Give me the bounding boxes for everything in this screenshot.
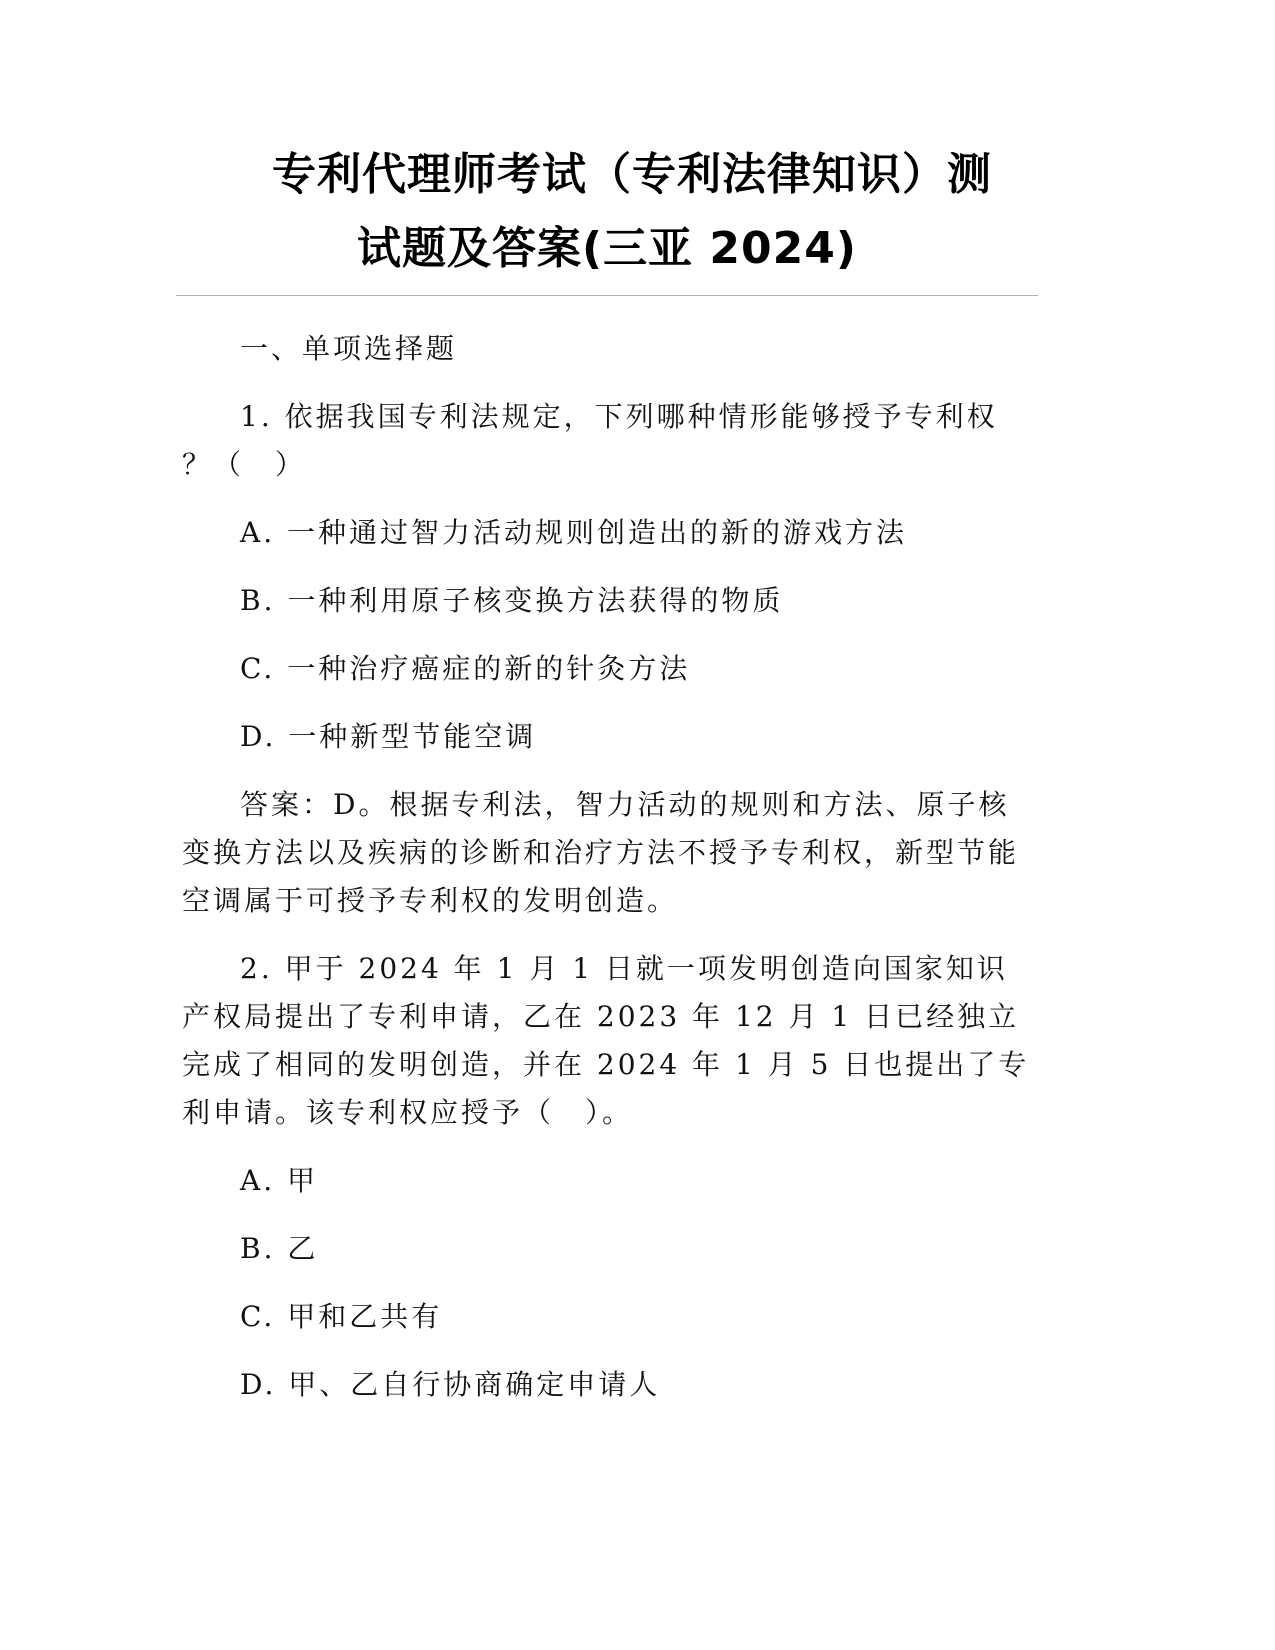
question-stem-line: 2. 甲于 2024 年 1 月 1 日就一项发明创造向国家知识 bbox=[240, 952, 1008, 985]
option-text: 一种治疗癌症的新的针灸方法 bbox=[287, 652, 691, 685]
option-a bbox=[182, 1157, 1042, 1205]
question-stem-line: 利申请。该专利权应授予（ ）。 bbox=[182, 1096, 634, 1129]
option-label: B. bbox=[240, 584, 276, 617]
document-title bbox=[176, 138, 1038, 286]
answer-line: 答案：D。根据专利法，智力活动的规则和方法、原子核 bbox=[240, 788, 1010, 821]
option-text: 甲、乙自行协商确定申请人 bbox=[288, 1368, 661, 1401]
answer-explanation bbox=[182, 781, 1042, 925]
option-text: 一种通过智力活动规则创造出的新的游戏方法 bbox=[287, 516, 908, 549]
option-d bbox=[182, 1361, 1042, 1409]
option-c bbox=[182, 1293, 1042, 1341]
answer-line: 变换方法以及疾病的诊断和治疗方法不授予专利权，新型节能 bbox=[182, 836, 1020, 869]
question-stem-line: ？（ ） bbox=[182, 448, 307, 481]
option-b bbox=[182, 1225, 1042, 1273]
option-label: D. bbox=[240, 720, 277, 753]
option-text: 乙 bbox=[287, 1232, 319, 1265]
answer-line: 空调属于可授予专利权的发明创造。 bbox=[182, 884, 679, 917]
option-text: 一种利用原子核变换方法获得的物质 bbox=[287, 584, 784, 617]
title-divider bbox=[176, 295, 1038, 296]
option-label: C. bbox=[240, 652, 276, 685]
option-label: A. bbox=[240, 516, 276, 549]
option-a bbox=[182, 509, 1042, 557]
option-text: 甲和乙共有 bbox=[287, 1300, 443, 1333]
section-heading: 一、单项选择题 bbox=[240, 332, 458, 365]
option-label: A. bbox=[240, 1164, 276, 1197]
question-stem-line: 1. 依据我国专利法规定，下列哪种情形能够授予专利权 bbox=[240, 400, 998, 433]
option-c bbox=[182, 645, 1042, 693]
option-b bbox=[182, 577, 1042, 625]
option-label: C. bbox=[240, 1300, 276, 1333]
title-line-2: 试题及答案(三亚 2024) bbox=[357, 223, 857, 274]
question-1 bbox=[182, 393, 1042, 925]
option-label: D. bbox=[240, 1368, 277, 1401]
option-text: 甲 bbox=[287, 1164, 319, 1197]
option-text: 一种新型节能空调 bbox=[288, 720, 537, 753]
option-label: B. bbox=[240, 1232, 276, 1265]
option-d bbox=[182, 713, 1042, 761]
title-line-1: 专利代理师考试（专利法律知识）测 bbox=[272, 149, 992, 200]
question-2 bbox=[182, 945, 1042, 1409]
question-stem-line: 产权局提出了专利申请，乙在 2023 年 12 月 1 日已经独立 bbox=[182, 1000, 1020, 1033]
question-stem-line: 完成了相同的发明创造，并在 2024 年 1 月 5 日也提出了专 bbox=[182, 1048, 1030, 1081]
document-body bbox=[182, 325, 1042, 1409]
